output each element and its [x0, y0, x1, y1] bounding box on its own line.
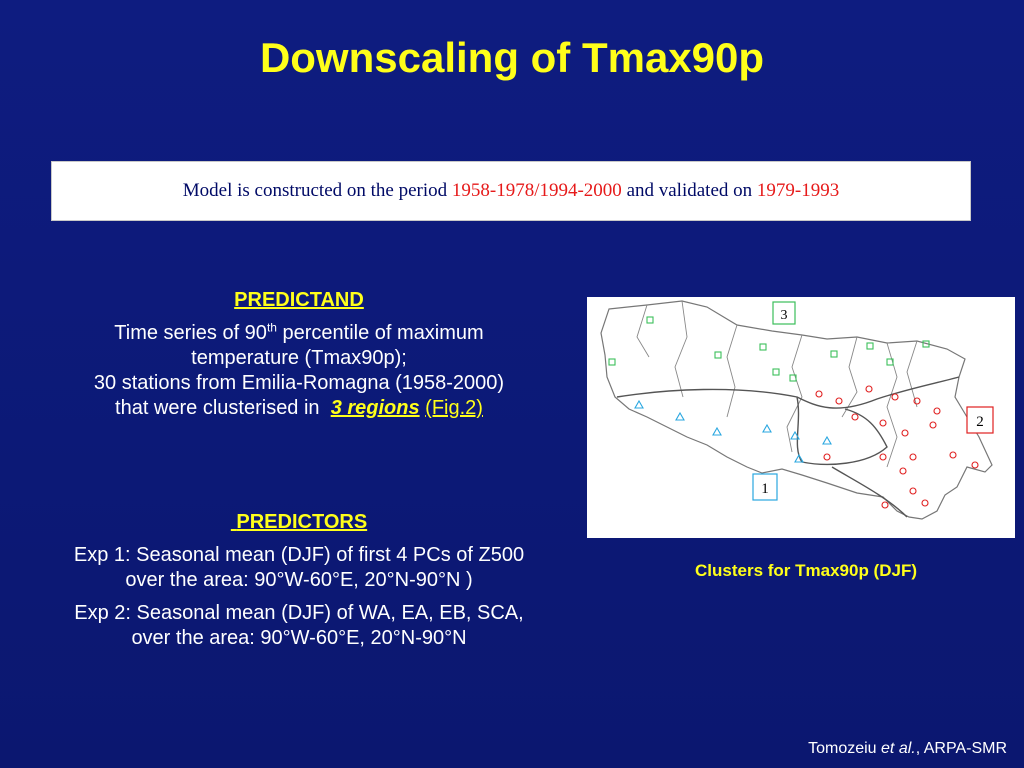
calibration-period: 1958-1978/1994-2000 — [451, 180, 622, 201]
cluster-label-1-text: 1 — [761, 481, 769, 497]
cluster-map-svg — [587, 297, 1015, 538]
province-boundaries — [637, 301, 917, 467]
exp2-line1: Exp 2: Seasonal mean (DJF) of WA, EA, EB, SCA, — [74, 602, 524, 624]
predictand-line1-a: Time series of 90 — [114, 322, 267, 344]
predictand-sup: th — [266, 320, 277, 335]
three-regions-link: 3 regions — [330, 397, 420, 419]
cluster-label-3 — [773, 302, 795, 324]
fig-ref: (Fig.2) — [425, 397, 483, 419]
footer-org: , ARPA-SMR — [915, 740, 1007, 757]
region-outline — [601, 301, 992, 519]
cluster1-stations — [635, 401, 831, 462]
exp2-line2: over the area: 90°W-60°E, 20°N-90°N — [131, 627, 467, 649]
map-caption: Clusters for Tmax90p (DJF) — [695, 561, 917, 580]
predictand-line3: 30 stations from Emilia-Romagna (1958-2000) — [93, 372, 505, 394]
predictors-section — [5, 510, 593, 651]
slide-title: Downscaling of Tmax90p — [259, 34, 765, 81]
predictors-heading — [5, 510, 593, 535]
cluster3-stations — [609, 317, 929, 381]
predictand-line1 — [5, 321, 593, 346]
cluster-boundaries — [617, 377, 959, 517]
cluster-label-2 — [967, 407, 993, 433]
cluster-label-2-text: 2 — [976, 414, 984, 430]
predictand-line4 — [5, 396, 593, 421]
cluster-label-1 — [753, 474, 777, 500]
period-prefix: Model is constructed on the period — [182, 180, 448, 201]
footer-author: Tomozeiu — [808, 740, 877, 757]
exp1-line1: Exp 1: Seasonal mean (DJF) of first 4 PCs of Z500 — [73, 544, 525, 566]
period-box — [51, 161, 971, 221]
predictand-line4-a: that were clusterised in — [115, 397, 320, 419]
footer-etal: et al. — [881, 740, 916, 757]
period-middle: and validated on — [626, 180, 753, 201]
cluster-map — [587, 297, 1015, 538]
cluster-label-3-text: 3 — [780, 308, 788, 323]
predictand-section — [5, 288, 593, 421]
exp1-line2: over the area: 90°W-60°E, 20°N-90°N ) — [125, 569, 473, 591]
validation-period: 1979-1993 — [756, 180, 840, 201]
predictand-line1-b: percentile of maximum — [282, 322, 484, 344]
footer-credit — [808, 740, 1007, 758]
predictors-heading-text: PREDICTORS — [236, 511, 368, 533]
predictand-heading: PREDICTAND — [234, 289, 364, 311]
predictand-line2: temperature (Tmax90p); — [191, 347, 407, 369]
